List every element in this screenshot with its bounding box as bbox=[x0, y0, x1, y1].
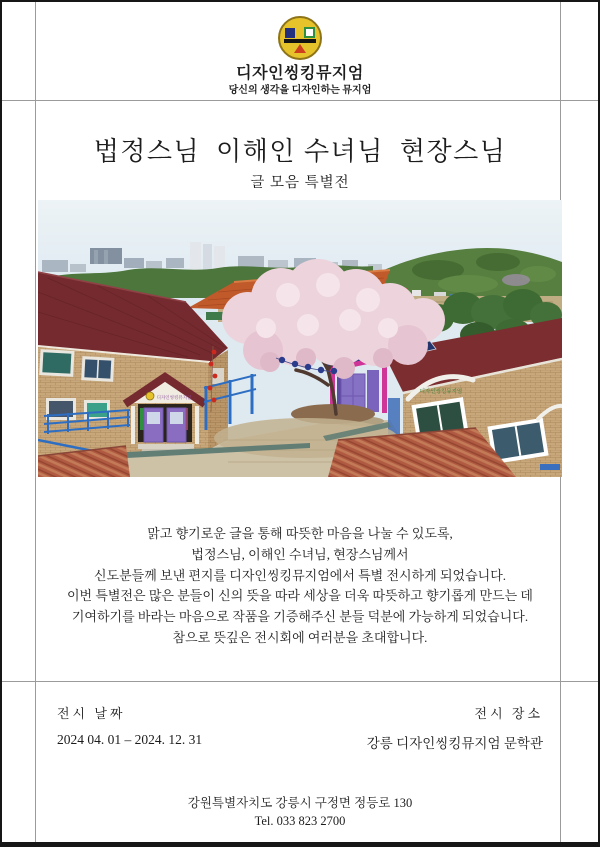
frame-line-left bbox=[35, 2, 36, 842]
invitation-line: 법정스님, 이해인 수녀님, 현장스님께서 bbox=[191, 546, 409, 562]
invitation-line: 맑고 향기로운 글을 통해 따뜻한 마음을 나눌 수 있도록, bbox=[147, 526, 453, 541]
exhibition-place-value: 강릉 디자인씽킹뮤지엄 문학관 bbox=[366, 736, 543, 751]
museum-name: 디자인씽킹뮤지엄 bbox=[236, 65, 364, 82]
exhibition-title: 법정스님 이해인 수녀님 현장스님 bbox=[93, 137, 507, 166]
exhibition-place-label: 전시 장소 bbox=[474, 706, 543, 721]
footer-tel: Tel. 033 823 2700 bbox=[254, 814, 346, 828]
invitation-text bbox=[42, 524, 558, 649]
entrance-sign-text: 디자인씽킹뮤지엄 bbox=[156, 395, 192, 400]
footer-address: 강원특별자치도 강릉시 구정면 정등로 130 bbox=[187, 796, 413, 810]
exhibition-date-value: 2024 04. 01 – 2024. 12. 31 bbox=[57, 732, 203, 747]
logo-red-triangle bbox=[294, 44, 306, 53]
logo-blue-square bbox=[285, 28, 295, 38]
exhibition-date-label: 전시 날짜 bbox=[57, 706, 126, 721]
exhibition-photo-illustration bbox=[38, 200, 562, 477]
exhibition-photo bbox=[38, 200, 562, 477]
invitation-line: 신도분들께 보낸 편지를 디자인씽킹뮤지엄에서 특별 전시하게 되었습니다. bbox=[93, 567, 507, 583]
invitation-line: 기여하기를 바라는 마음으로 작품을 기증해주신 분들 덕분에 가능하게 되었습니다. bbox=[71, 609, 529, 625]
info-divider bbox=[2, 681, 598, 682]
invitation-line: 이번 특별전은 많은 분들이 신의 뜻을 따라 세상을 더욱 따뜻하고 향기롭게 만드는 데 bbox=[67, 588, 533, 604]
museum-logo-icon bbox=[278, 16, 322, 60]
footer-contact bbox=[2, 794, 598, 830]
invitation-line: 참으로 뜻깊은 전시회에 여러분을 초대합니다. bbox=[172, 629, 428, 645]
building-arch-sign-text: 디자인씽킹뮤지엄 bbox=[419, 389, 463, 395]
header-divider bbox=[2, 100, 598, 101]
logo-balance-bar bbox=[284, 39, 316, 43]
exhibition-subtitle: 글 모음 특별전 bbox=[250, 175, 350, 191]
museum-tagline: 당신의 생각을 디자인하는 뮤지엄 bbox=[228, 85, 372, 96]
logo-green-square bbox=[304, 27, 315, 38]
